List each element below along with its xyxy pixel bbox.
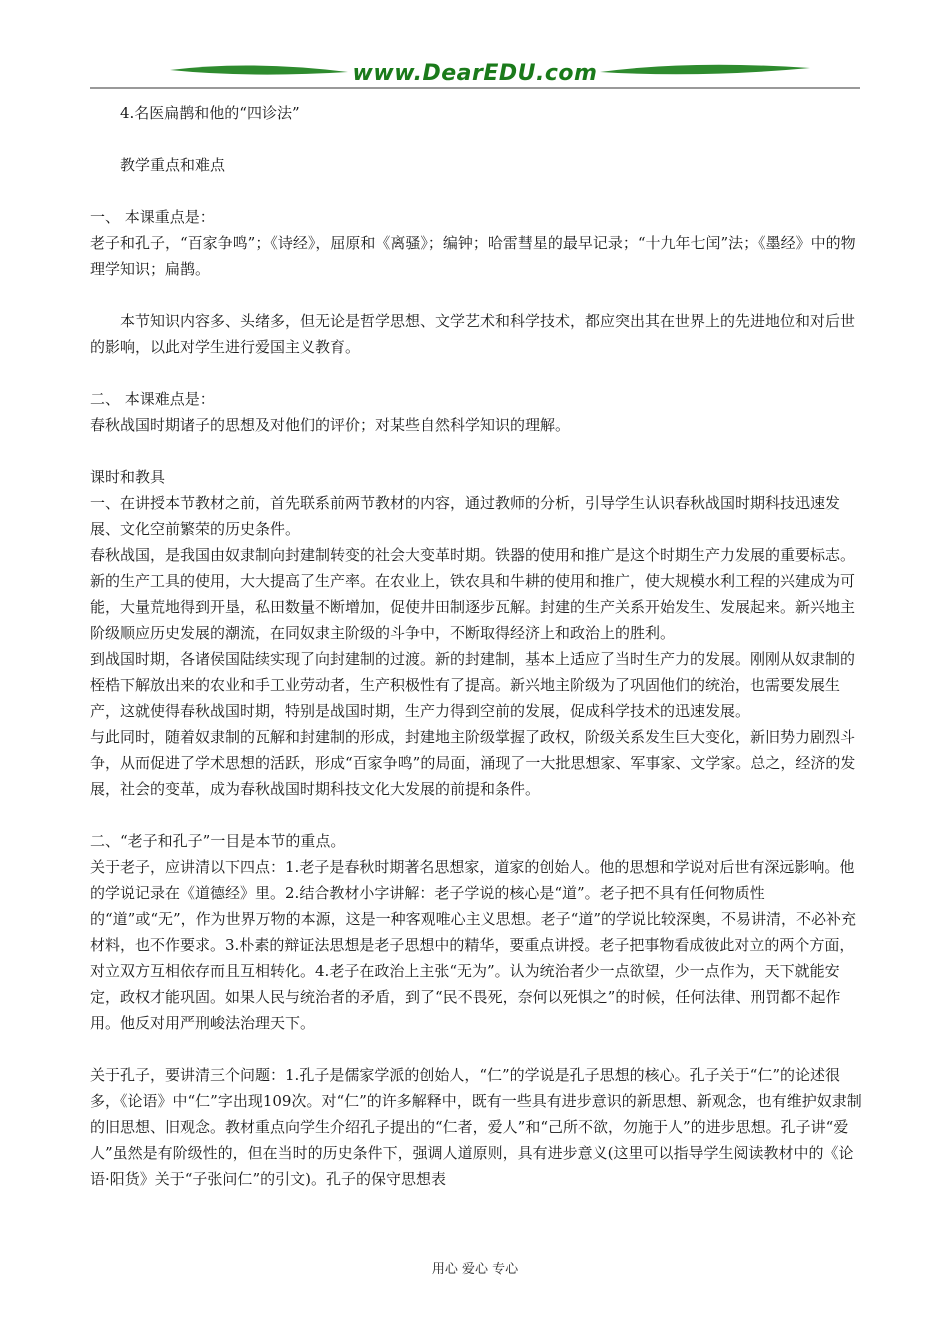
- key-points-text: 老子和孔子，“百家争鸣”；《诗经》，屈原和《离骚》；编钟；哈雷彗星的最早记录；“十九年七闰”法；《墨经》中的物理学知识；扁鹊。: [90, 234, 856, 278]
- kongzi-paragraph: 关于孔子，要讲清三个问题：1.孔子是儒家学派的创始人，“仁”的学说是孔子思想的核心。孔子关于“仁”的论述很多，《论语》中“仁”字出现109次。对“仁”的许多解释中，既有一些具有进步意识的新思想、新观念，也有维护奴隶制的旧思想、旧观念。教材重点向学生介绍孔子提出的“仁者，爱人”和“己所不欲，勿施于人”的进步思想。孔子讲“爱人”虽然是有阶级性的，但在当时的历史条件下，强调人道原则，具有进步意义(这里可以指导学生阅读教材中的《论语·阳货》关于“子张问仁”的引文)。孔子的保守思想表: [90, 1066, 862, 1188]
- paragraph: 到战国时期，各诸侯国陆续实现了向封建制的过渡。新的封建制，基本上适应了当时生产力的发展。刚刚从奴隶制的桎梏下解放出来的农业和手工业劳动者，生产积极性有了提高。新兴地主阶级为了巩固他们的统治，也需要发展生产，这就使得春秋战国时期，特别是战国时期，生产力得到空前的发展，促成科学技术的迅速发展。: [90, 650, 856, 720]
- site-header: [90, 58, 860, 90]
- page-footer: 用心 爱心 专心: [431, 1262, 519, 1277]
- document-body: [90, 100, 862, 1192]
- difficult-points-text: 春秋战国时期诸子的思想及对他们的评价；对某些自然科学知识的理解。: [90, 416, 571, 434]
- tools-heading: 课时和教具: [90, 468, 166, 486]
- key-points-note: 本节知识内容多、头绪多，但无论是哲学思想、文学艺术和科学技术，都应突出其在世界上的先进地位和对后世的影响，以此对学生进行爱国主义教育。: [90, 312, 856, 356]
- paragraph: 春秋战国，是我国由奴隶制向封建制转变的社会大变革时期。铁器的使用和推广是这个时期生产力发展的重要标志。新的生产工具的使用，大大提高了生产率。在农业上，铁农具和牛耕的使用和推广，使大规模水利工程的兴建成为可能，大量荒地得到开垦，私田数量不断增加，促使井田制逐步瓦解。封建的生产关系开始发生、发展起来。新兴地主阶级顺应历史发展的潮流，在同奴隶主阶级的斗争中，不断取得经济上和政治上的胜利。: [90, 546, 856, 642]
- section2-heading: 二、“老子和孔子”一目是本节的重点。: [90, 832, 346, 850]
- key-points-heading: 一、 本课重点是：: [90, 208, 215, 226]
- paragraph: 一、在讲授本节教材之前，首先联系前两节教材的内容，通过教师的分析，引导学生认识春秋战国时期科技迅速发展、文化空前繁荣的历史条件。: [90, 494, 841, 538]
- site-logo[interactable]: www.DearEDU.com: [352, 61, 598, 86]
- document-title: 4.名医扁鹊和他的“四诊法”: [120, 104, 300, 122]
- laozi-paragraph: 关于老子，应讲清以下四点：1.老子是春秋时期著名思想家，道家的创始人。他的思想和学说对后世有深远影响。他的学说记录在《道德经》里。2.结合教材小字讲解：老子学说的核心是“道”。老子把不具有任何物质性的“道”或“无”，作为世界万物的本源，这是一种客观唯心主义思想。老子“道”的学说比较深奥，不易讲清，不必补充材料，也不作要求。3.朴素的辩证法思想是老子思想中的精华，要重点讲授。老子把事物看成彼此对立的两个方面，对立双方互相依存而且互相转化。4.老子在政治上主张“无为”。认为统治者少一点欲望，少一点作为，天下就能安定，政权才能巩固。如果人民与统治者的矛盾，到了“民不畏死，奈何以死惧之”的时候，任何法律、刑罚都不起作用。他反对用严刑峻法治理天下。: [90, 858, 857, 1032]
- section-heading: 教学重点和难点: [120, 156, 226, 174]
- difficult-points-heading: 二、 本课难点是：: [90, 390, 215, 408]
- paragraph: 与此同时，随着奴隶制的瓦解和封建制的形成，封建地主阶级掌握了政权，阶级关系发生巨大变化，新旧势力剧烈斗争，从而促进了学术思想的活跃，形成“百家争鸣”的局面，涌现了一大批思想家、军事家、文学家。总之，经济的发展，社会的变革，成为春秋战国时期科技文化大发展的前提和条件。: [90, 728, 856, 798]
